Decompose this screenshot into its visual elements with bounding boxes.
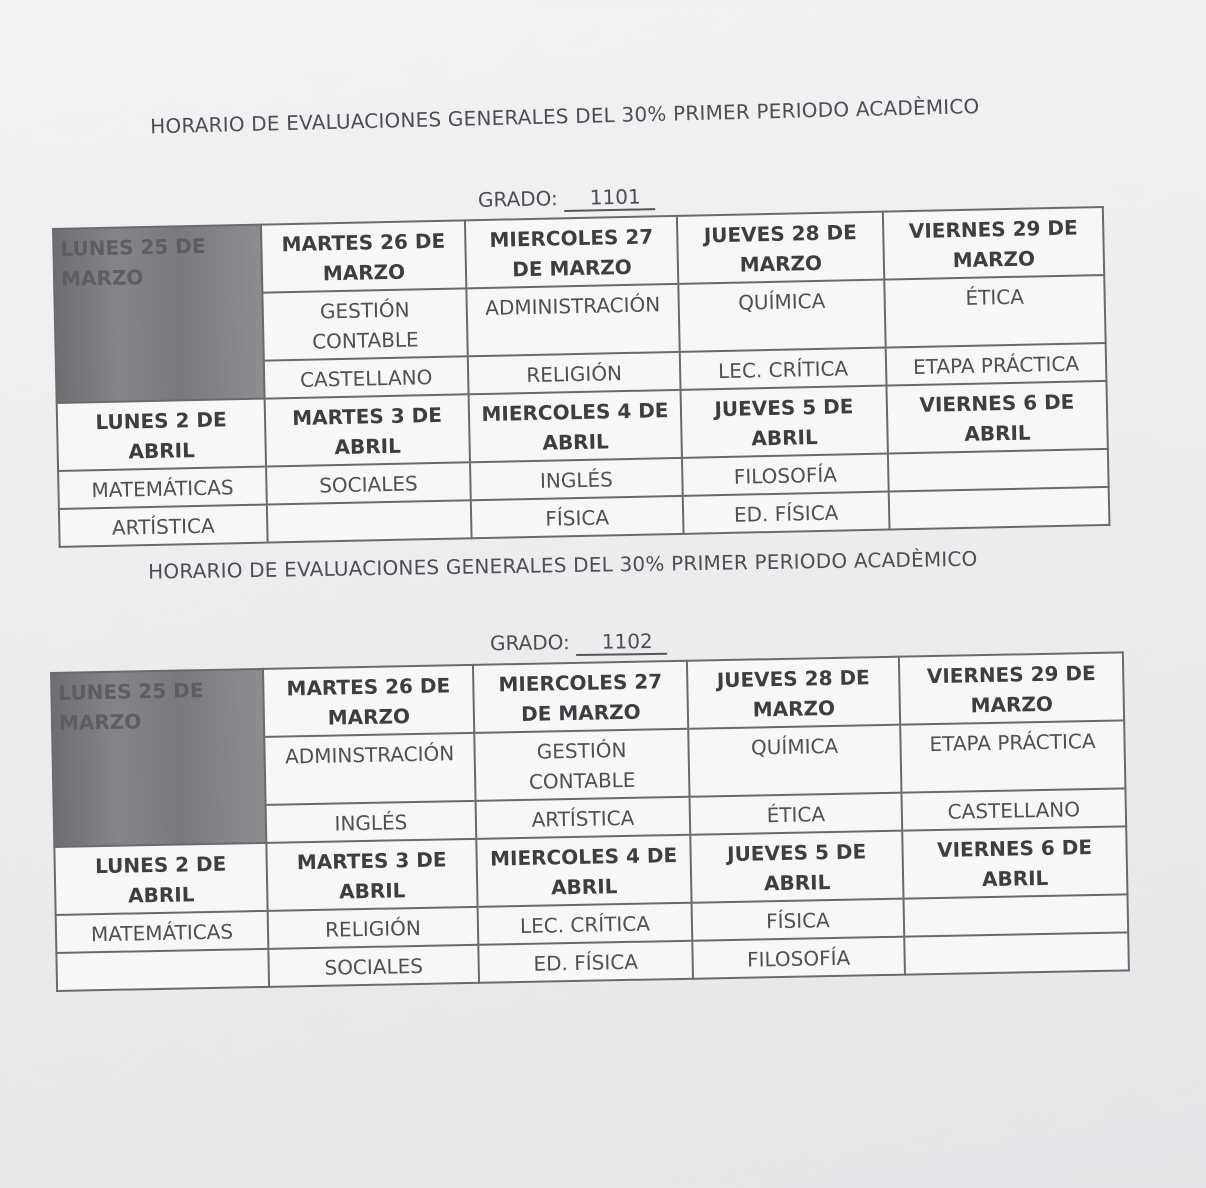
schedule-table-1101 <box>52 206 1110 548</box>
subject-cell <box>267 500 472 542</box>
grado-1102 <box>490 629 667 657</box>
subject-cell: INGLÉS <box>470 458 683 500</box>
subject-cell: ADMINSTRACIÓN <box>264 733 475 805</box>
header-cell: JUEVES 28 DE MARZO <box>687 657 900 729</box>
subject-cell: ARTÍSTICA <box>59 505 268 547</box>
header-cell: MIERCOLES 27 DE MARZO <box>473 661 688 733</box>
schedule-title-1102: HORARIO DE EVALUACIONES GENERALES DEL 30% PRIMER PERIODO ACADÈMICO <box>147 546 978 584</box>
subject-cell: ETAPA PRÁCTICA <box>886 343 1107 386</box>
header-cell: MIERCOLES 27 DE MARZO <box>465 216 678 288</box>
schedule-title-1101: HORARIO DE EVALUACIONES GENERALES DEL 30% PRIMER PERIODO ACADÈMICO <box>149 94 980 139</box>
subject-cell: ARTÍSTICA <box>476 797 691 839</box>
subject-cell: FILOSOFÍA <box>682 454 889 496</box>
grado-value: 1102 <box>576 629 667 656</box>
subject-cell: LEC. CRÍTICA <box>478 903 693 945</box>
grado-label: GRADO: <box>489 630 570 656</box>
subject-cell: ADMINISTRACIÓN <box>466 284 679 356</box>
header-cell: LUNES 2 DE ABRIL <box>54 843 267 915</box>
header-cell: LUNES 25 DE MARZO <box>53 225 265 403</box>
header-cell: MARTES 3 DE ABRIL <box>266 839 477 911</box>
subject-cell: ÉTICA <box>690 793 903 835</box>
grado-1101 <box>478 184 655 214</box>
grado-value: 1101 <box>564 184 655 212</box>
subject-cell: MATEMÁTICAS <box>58 467 267 509</box>
subject-cell: FÍSICA <box>692 899 905 941</box>
grado-label: GRADO: <box>477 186 559 212</box>
subject-cell <box>889 487 1110 530</box>
subject-cell: ED. FÍSICA <box>478 941 693 983</box>
subject-cell <box>56 949 269 991</box>
subject-cell: QUÍMICA <box>678 280 885 352</box>
header-cell: VIERNES 29 DE MARZO <box>883 207 1104 280</box>
subject-cell <box>888 449 1109 492</box>
subject-cell: FÍSICA <box>471 496 684 538</box>
header-cell: VIERNES 29 DE MARZO <box>899 652 1124 724</box>
header-cell: MARTES 3 DE ABRIL <box>265 394 470 466</box>
subject-cell: ÉTICA <box>884 275 1105 348</box>
subject-cell: GESTIÓN CONTABLE <box>474 729 689 801</box>
subject-cell: CASTELLANO <box>901 788 1126 830</box>
subject-cell: GESTIÓN CONTABLE <box>262 288 467 360</box>
subject-cell: LEC. CRÍTICA <box>680 348 887 390</box>
subject-cell: RELIGIÓN <box>268 907 479 949</box>
subject-cell: QUÍMICA <box>688 725 901 797</box>
subject-cell: FILOSOFÍA <box>692 937 905 979</box>
subject-cell: INGLÉS <box>266 801 477 843</box>
subject-cell: SOCIALES <box>268 945 479 987</box>
header-cell: JUEVES 5 DE ABRIL <box>681 386 888 458</box>
header-cell: JUEVES 5 DE ABRIL <box>690 831 903 903</box>
header-cell: MARTES 26 DE MARZO <box>261 220 466 292</box>
header-cell: JUEVES 28 DE MARZO <box>677 212 884 284</box>
subject-cell <box>904 932 1129 974</box>
header-cell: VIERNES 6 DE ABRIL <box>886 381 1107 454</box>
header-cell: MIERCOLES 4 DE ABRIL <box>469 390 682 462</box>
subject-cell: SOCIALES <box>266 462 471 504</box>
subject-cell: ED. FÍSICA <box>683 492 890 534</box>
header-cell: MARTES 26 DE MARZO <box>263 665 474 737</box>
header-cell: MIERCOLES 4 DE ABRIL <box>476 835 691 907</box>
subject-cell: ETAPA PRÁCTICA <box>900 720 1125 792</box>
subject-cell: MATEMÁTICAS <box>56 911 269 953</box>
header-cell: VIERNES 6 DE ABRIL <box>902 826 1127 898</box>
header-cell: LUNES 25 DE MARZO <box>51 669 266 847</box>
subject-cell: CASTELLANO <box>264 356 469 398</box>
schedule-table-1102 <box>50 651 1130 992</box>
subject-cell <box>904 894 1129 936</box>
subject-cell: RELIGIÓN <box>468 352 681 394</box>
header-cell: LUNES 2 DE ABRIL <box>57 399 266 471</box>
